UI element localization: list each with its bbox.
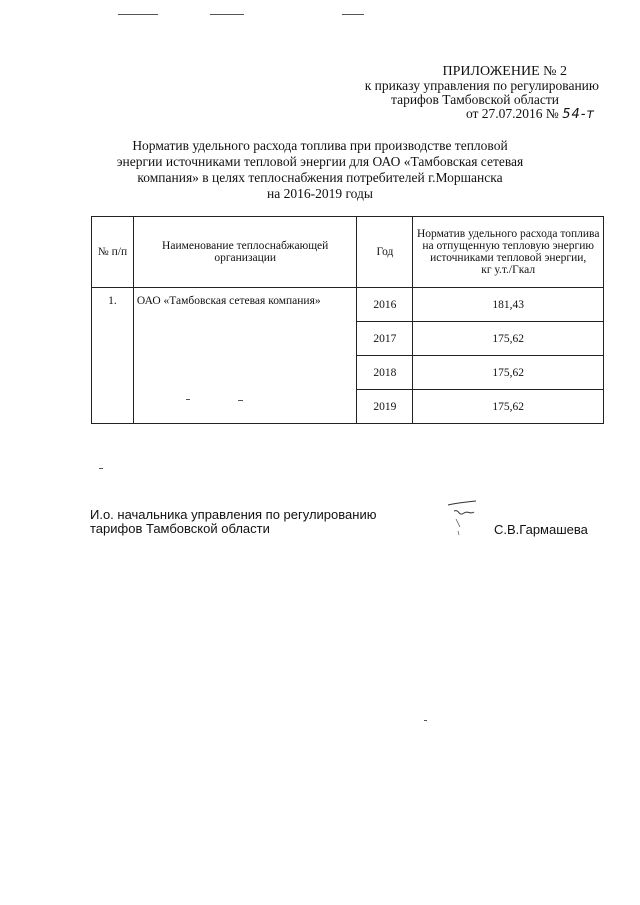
signatory-position (90, 508, 410, 536)
position-line-2: тарифов Тамбовской области (90, 521, 270, 536)
scan-artifact (186, 399, 190, 400)
cell-org: ОАО «Тамбовская сетевая компания» (133, 288, 357, 424)
annex-title: ПРИЛОЖЕНИЕ № 2 (442, 64, 567, 79)
annex-date (299, 107, 599, 122)
norm-table (91, 216, 604, 424)
header-year: Год (357, 217, 413, 288)
annex-date-prefix: от 27.07.2016 № (465, 106, 559, 121)
title-line-4: на 2016-2019 годы (267, 186, 373, 201)
signatory-name: С.В.Гармашева (494, 522, 588, 537)
handwritten-signature (446, 497, 482, 537)
scan-artifact (238, 400, 243, 401)
title-line-1: Норматив удельного расхода топлива при производстве тепловой (132, 138, 508, 153)
cell-year: 2017 (357, 322, 413, 356)
cell-year: 2018 (357, 356, 413, 390)
annex-line-1: к приказу управления по регулированию (364, 78, 599, 93)
header-norm (413, 217, 604, 288)
scan-artifact (118, 14, 158, 15)
header-org: Наименование теплоснабжающей организации (133, 217, 357, 288)
table-header-row (92, 217, 604, 288)
annex-line-2: тарифов Тамбовской области (391, 92, 559, 107)
cell-value: 175,62 (413, 356, 604, 390)
cell-value: 181,43 (413, 288, 604, 322)
scan-artifact (210, 14, 244, 15)
title-line-2: энергии источниками тепловой энергии для ОАО «Тамбовская сетевая (116, 154, 524, 169)
cell-value: 175,62 (413, 390, 604, 424)
scan-artifact (424, 720, 427, 721)
title-line-3: компания» в целях теплоснабжения потребителей г.Моршанска (137, 170, 503, 185)
order-number-handwritten: 54-т (562, 107, 595, 122)
position-line-1: И.о. начальника управления по регулированию (90, 507, 377, 522)
table-row (92, 288, 604, 322)
cell-value: 175,62 (413, 322, 604, 356)
header-norm-unit: кг у.т./Гкал (481, 264, 536, 276)
header-num: № п/п (92, 217, 134, 288)
scan-artifact (342, 14, 364, 15)
scan-artifact (99, 468, 103, 469)
annex-header (299, 65, 599, 122)
cell-year: 2016 (357, 288, 413, 322)
cell-num: 1. (92, 288, 134, 424)
document-title (90, 138, 550, 202)
header-norm-text: Норматив удельного расхода топлива на отпущенную тепловую энергию источниками тепловой энергии, (416, 228, 600, 264)
cell-year: 2019 (357, 390, 413, 424)
